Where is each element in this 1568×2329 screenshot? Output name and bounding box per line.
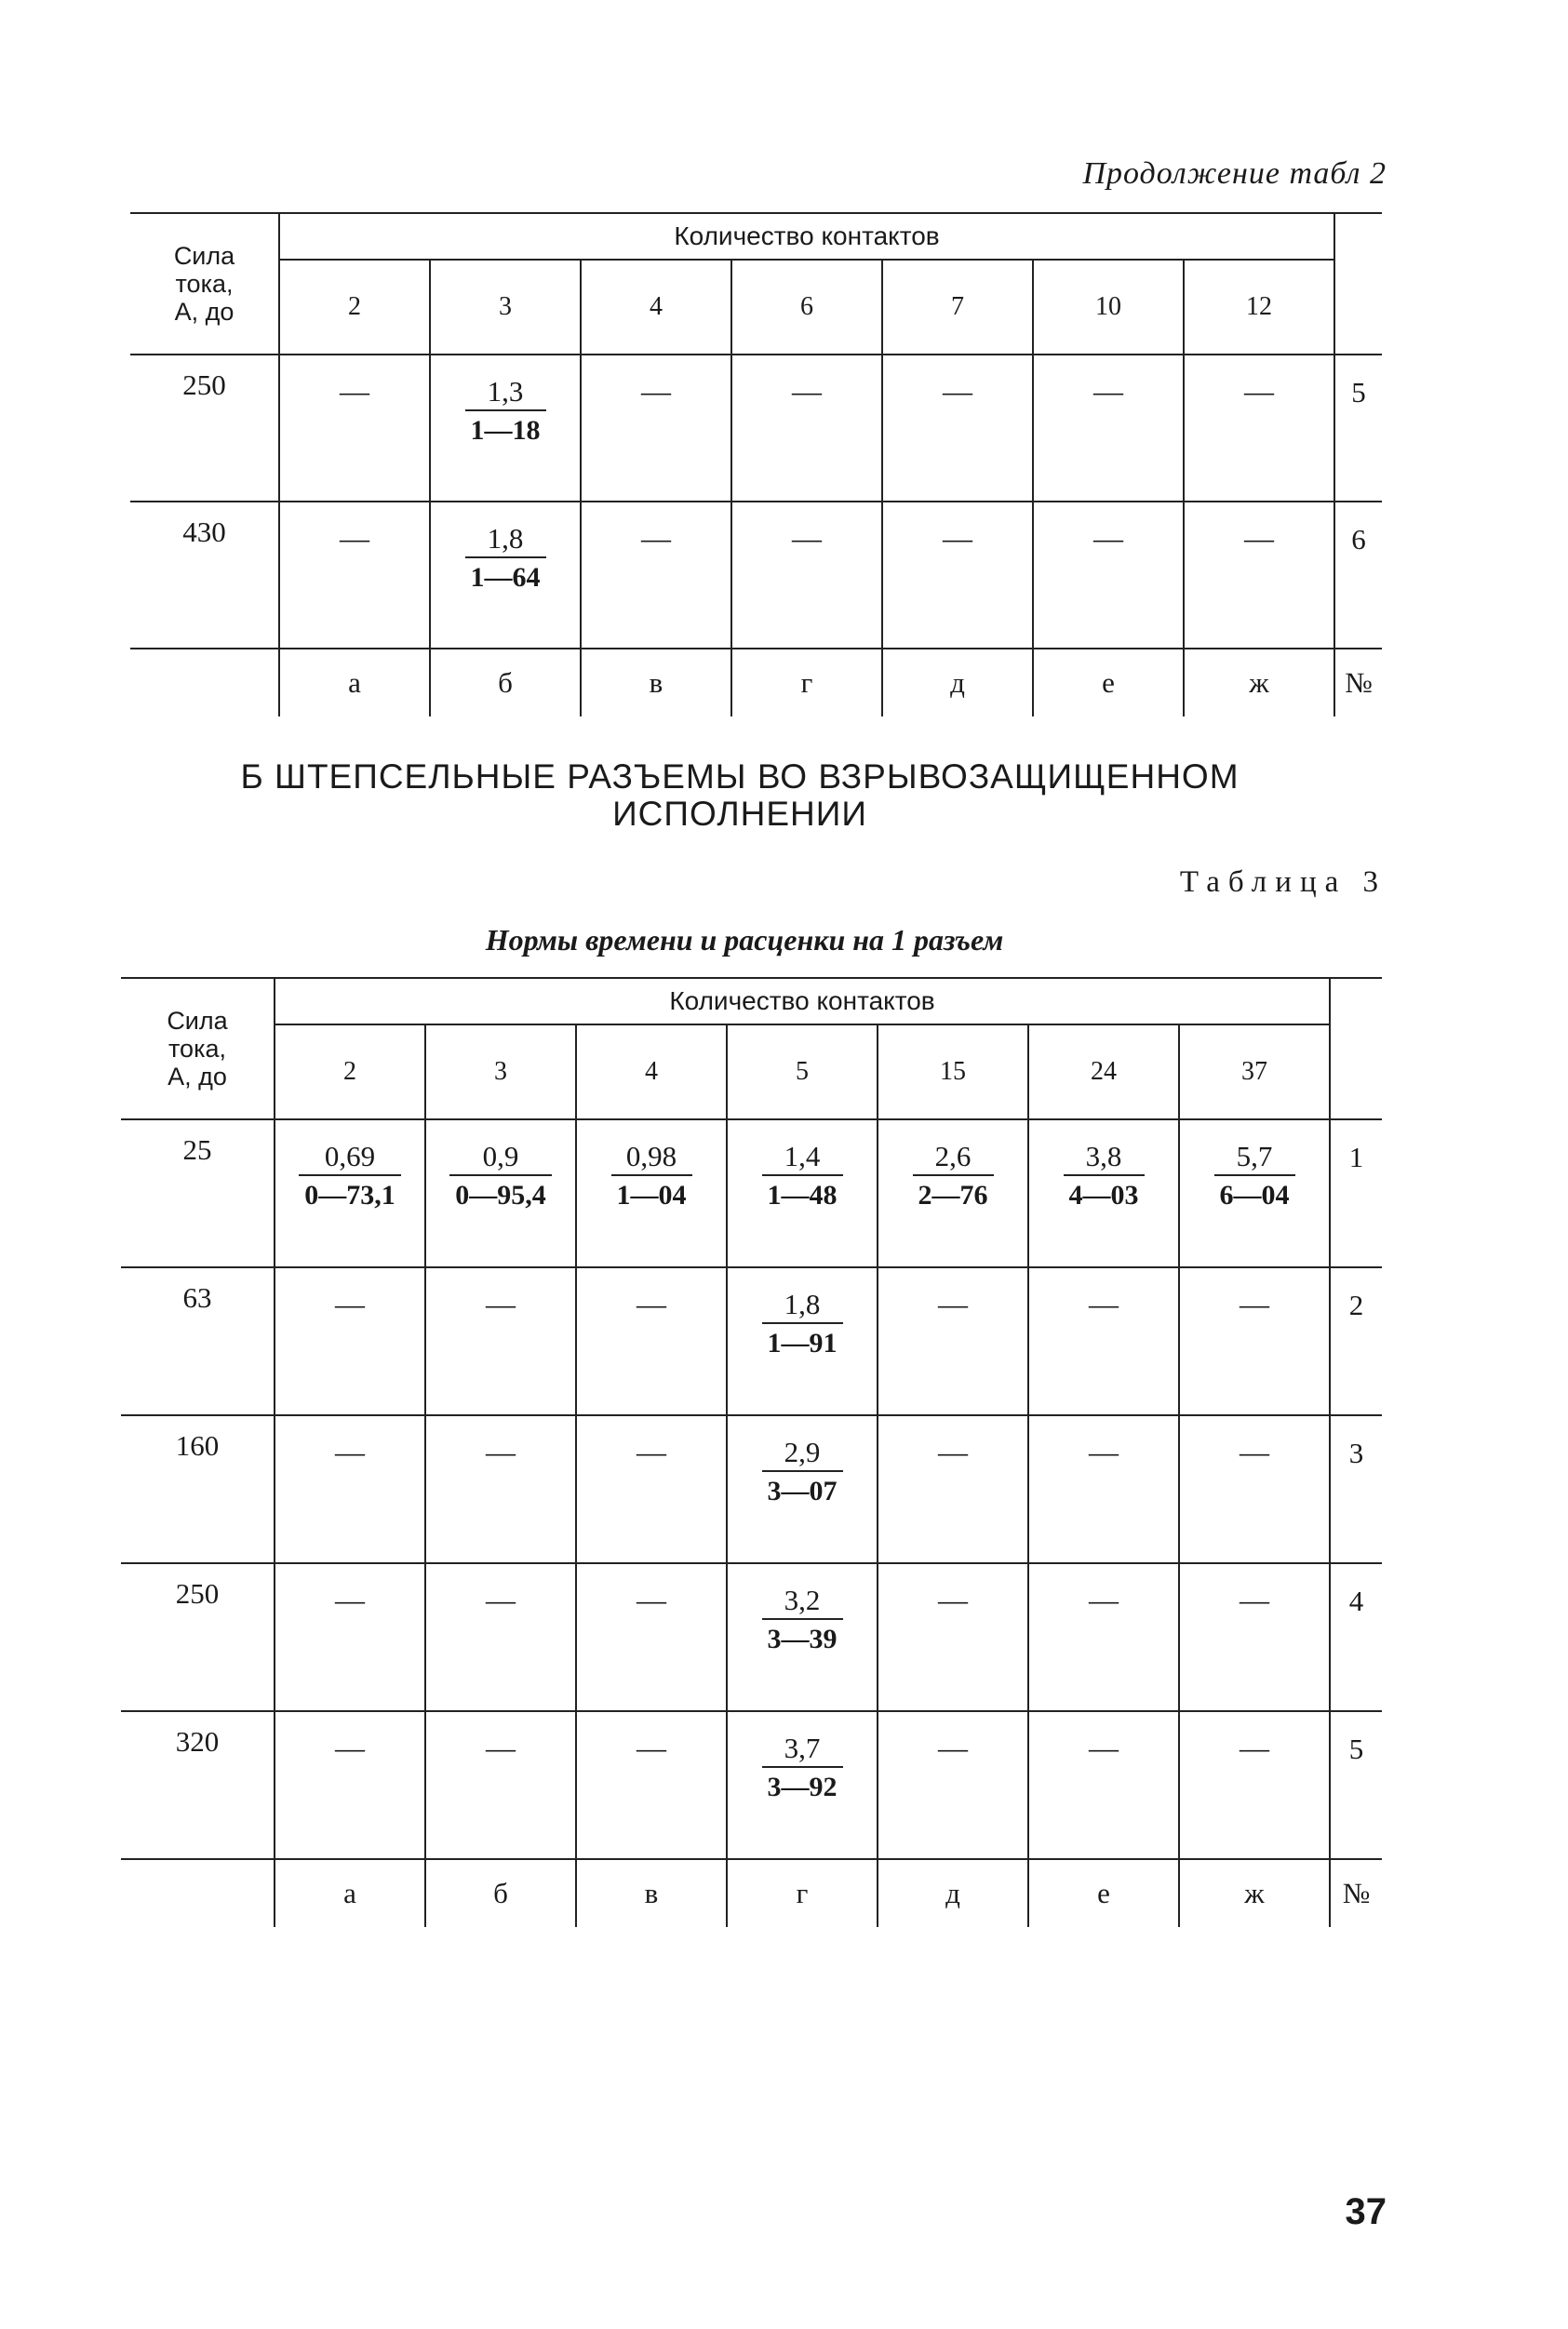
table-2-current-header-line: тока, <box>175 270 234 298</box>
table-3-count-header: Количество контактов <box>275 978 1330 1024</box>
table-2-contacts-row <box>130 260 1382 355</box>
table-3-current-header-line: тока, <box>168 1035 226 1063</box>
empty-dash: — <box>1089 1731 1119 1764</box>
table-3-column-letter: в <box>576 1859 727 1927</box>
empty-dash: — <box>1240 1731 1270 1764</box>
time-norm-value: 2,6 <box>913 1139 994 1176</box>
table-2-contacts-header: 4 <box>581 260 731 355</box>
empty-dash: — <box>641 374 671 408</box>
empty-dash: — <box>943 374 972 408</box>
table-2-no-label: № <box>1334 649 1382 716</box>
rate-value: 6—04 <box>1219 1180 1290 1211</box>
table-3-value-cell <box>576 1119 727 1267</box>
table-2-row-number: 5 <box>1334 355 1382 502</box>
table-3-value-cell <box>878 1119 1028 1267</box>
table-3-value-cell <box>1179 1563 1330 1711</box>
table-3-value-cell <box>727 1563 878 1711</box>
table-3-value-cell <box>425 1119 576 1267</box>
fraction <box>1214 1139 1295 1213</box>
table-3-row-number: 1 <box>1330 1119 1382 1267</box>
fraction <box>465 374 546 448</box>
empty-dash: — <box>938 1583 968 1616</box>
table-3-row-number: 3 <box>1330 1415 1382 1563</box>
table-2-column-letter: ж <box>1184 649 1334 716</box>
table-3-row <box>121 1563 1382 1711</box>
table-3-current-cell: 320 <box>121 1711 275 1859</box>
empty-dash: — <box>792 521 822 555</box>
table-3-letters-row <box>121 1859 1382 1927</box>
time-norm-value: 3,7 <box>762 1731 843 1768</box>
table-3-row-number: 2 <box>1330 1267 1382 1415</box>
table-3-contacts-header: 2 <box>275 1024 425 1119</box>
table-3-current-header <box>121 978 275 1119</box>
fraction <box>611 1139 692 1213</box>
table-3-current-header-line: А, до <box>168 1063 227 1091</box>
table-2-value-cell <box>1184 355 1334 502</box>
table-3-value-cell <box>727 1267 878 1415</box>
table-2-value-cell <box>1184 502 1334 649</box>
table-3-contacts-header: 3 <box>425 1024 576 1119</box>
fraction <box>449 1139 552 1213</box>
time-norm-value: 3,8 <box>1064 1139 1145 1176</box>
empty-dash: — <box>641 521 671 555</box>
empty-dash: — <box>340 374 369 408</box>
table-3-current-cell: 250 <box>121 1563 275 1711</box>
table-2-current-header-line: А, до <box>174 298 235 326</box>
table-2-row <box>130 355 1382 502</box>
table-3-value-cell <box>425 1563 576 1711</box>
table-3-value-cell <box>425 1415 576 1563</box>
table-2-value-cell <box>882 502 1033 649</box>
empty-dash: — <box>637 1731 666 1764</box>
empty-dash: — <box>335 1287 365 1320</box>
table-3-value-cell <box>576 1267 727 1415</box>
table-2-header-row <box>130 213 1382 260</box>
table-3-contacts-header: 15 <box>878 1024 1028 1119</box>
table-2-column-letter: е <box>1033 649 1184 716</box>
table-3-value-cell <box>878 1415 1028 1563</box>
table-3-contacts-row <box>121 1024 1382 1119</box>
table-2-contacts-header: 3 <box>430 260 581 355</box>
rate-value: 1—18 <box>470 415 541 446</box>
fraction <box>913 1139 994 1213</box>
table-2-current-cell: 250 <box>130 355 279 502</box>
table-3-value-cell <box>727 1415 878 1563</box>
table-3-contacts-header: 4 <box>576 1024 727 1119</box>
table-3-value-cell <box>1179 1267 1330 1415</box>
table-3-contacts-header: 5 <box>727 1024 878 1119</box>
table-2-row-number: 6 <box>1334 502 1382 649</box>
table-2-contacts-header: 6 <box>731 260 882 355</box>
table-3-header-row <box>121 978 1382 1024</box>
table-3-body <box>121 978 1382 1927</box>
table-3-value-cell <box>1028 1415 1179 1563</box>
table-3-column-letter: ж <box>1179 1859 1330 1927</box>
table-2-letters-blank <box>130 649 279 716</box>
section-title-line-1: Б ШТЕПСЕЛЬНЫЕ РАЗЪЕМЫ ВО ВЗРЫВОЗАЩИЩЕННОМ <box>240 757 1240 796</box>
rate-value: 1—48 <box>767 1180 838 1211</box>
empty-dash: — <box>943 521 972 555</box>
table-3-value-cell <box>576 1415 727 1563</box>
rate-value: 3—07 <box>767 1476 838 1506</box>
table-2-continuation <box>130 212 1382 716</box>
fraction <box>465 521 546 596</box>
table-3-value-cell <box>727 1119 878 1267</box>
table-3-value-cell <box>878 1563 1028 1711</box>
table-3-current-header-line: Сила <box>167 1007 228 1035</box>
table-3-letters-blank <box>121 1859 275 1927</box>
fraction <box>762 1435 843 1509</box>
empty-dash: — <box>637 1287 666 1320</box>
table-3-current-cell: 63 <box>121 1267 275 1415</box>
time-norm-value: 2,9 <box>762 1435 843 1472</box>
table-3-caption: Нормы времени и расценки на 1 разъем <box>485 923 1004 957</box>
empty-dash: — <box>1093 374 1123 408</box>
fraction <box>299 1139 401 1213</box>
empty-dash: — <box>1093 521 1123 555</box>
table-3-label: Таблица 3 <box>1179 865 1387 899</box>
section-title-line-2: ИСПОЛНЕНИИ <box>612 795 867 833</box>
table-continuation-label: Продолжение табл 2 <box>1082 156 1387 191</box>
table-2-column-letter: г <box>731 649 882 716</box>
empty-dash: — <box>486 1583 516 1616</box>
table-3 <box>121 977 1382 1927</box>
table-3-value-cell <box>275 1119 425 1267</box>
table-3-current-cell: 160 <box>121 1415 275 1563</box>
table-3-row <box>121 1119 1382 1267</box>
table-2-value-cell <box>1033 355 1184 502</box>
table-3-value-cell <box>425 1267 576 1415</box>
rate-value: 1—91 <box>767 1328 838 1359</box>
table-2-column-letter: а <box>279 649 430 716</box>
table-2-contacts-header: 2 <box>279 260 430 355</box>
table-2-value-cell <box>279 502 430 649</box>
table-3-contacts-header: 37 <box>1179 1024 1330 1119</box>
table-3-row-number: 5 <box>1330 1711 1382 1859</box>
empty-dash: — <box>938 1287 968 1320</box>
table-2-column-letter: в <box>581 649 731 716</box>
table-2-value-cell <box>731 355 882 502</box>
table-3-value-cell <box>1028 1563 1179 1711</box>
empty-dash: — <box>486 1435 516 1468</box>
table-2-contacts-header: 12 <box>1184 260 1334 355</box>
table-3-contacts-header: 24 <box>1028 1024 1179 1119</box>
table-3-value-cell <box>1179 1119 1330 1267</box>
table-2-value-cell <box>430 355 581 502</box>
fraction <box>1064 1139 1145 1213</box>
rate-value: 1—04 <box>616 1180 687 1211</box>
table-2-column-letter: д <box>882 649 1033 716</box>
table-3-value-cell <box>275 1711 425 1859</box>
table-2-value-cell <box>882 355 1033 502</box>
table-3-value-cell <box>1179 1711 1330 1859</box>
table-2-value-cell <box>1033 502 1184 649</box>
table-3-row <box>121 1711 1382 1859</box>
table-3-value-cell <box>425 1711 576 1859</box>
rate-value: 3—39 <box>767 1624 838 1654</box>
fraction <box>762 1139 843 1213</box>
fraction <box>762 1287 843 1361</box>
table-2-value-cell <box>279 355 430 502</box>
table-2-letters-row <box>130 649 1382 716</box>
empty-dash: — <box>335 1731 365 1764</box>
fraction <box>762 1731 843 1805</box>
table-2-column-letter: б <box>430 649 581 716</box>
empty-dash: — <box>1244 521 1275 555</box>
time-norm-value: 1,4 <box>762 1139 843 1176</box>
table-2-value-cell <box>581 502 731 649</box>
table-2-count-header: Количество контактов <box>279 213 1334 260</box>
table-2-current-header <box>130 213 279 355</box>
page-number: 37 <box>1345 2191 1387 2232</box>
table-2-current-header-line: Сила <box>173 242 235 270</box>
table-3-header-blank <box>1330 978 1382 1119</box>
time-norm-value: 0,98 <box>611 1139 692 1176</box>
time-norm-value: 5,7 <box>1214 1139 1295 1176</box>
table-3-value-cell <box>1179 1415 1330 1563</box>
empty-dash: — <box>486 1731 516 1764</box>
empty-dash: — <box>486 1287 516 1320</box>
time-norm-value: 0,9 <box>449 1139 552 1176</box>
rate-value: 0—73,1 <box>304 1180 395 1211</box>
rate-value: 2—76 <box>918 1180 988 1211</box>
table-2-row <box>130 502 1382 649</box>
table-3-row-number: 4 <box>1330 1563 1382 1711</box>
fraction <box>762 1583 843 1657</box>
time-norm-value: 1,3 <box>465 374 546 411</box>
table-3-column-letter: а <box>275 1859 425 1927</box>
empty-dash: — <box>1089 1435 1119 1468</box>
table-3-row <box>121 1415 1382 1563</box>
table-2-body <box>130 213 1382 716</box>
table-3-column-letter: б <box>425 1859 576 1927</box>
time-norm-value: 3,2 <box>762 1583 843 1620</box>
empty-dash: — <box>637 1435 666 1468</box>
table-2-contacts-header: 10 <box>1033 260 1184 355</box>
table-3-current-cell: 25 <box>121 1119 275 1267</box>
table-3-value-cell <box>878 1711 1028 1859</box>
rate-value: 1—64 <box>470 562 541 593</box>
table-2-value-cell <box>731 502 882 649</box>
table-3-value-cell <box>275 1267 425 1415</box>
table-3-column-letter: г <box>727 1859 878 1927</box>
empty-dash: — <box>1240 1435 1270 1468</box>
time-norm-value: 1,8 <box>762 1287 843 1324</box>
empty-dash: — <box>792 374 822 408</box>
table-2-current-cell: 430 <box>130 502 279 649</box>
table-2-contacts-header: 7 <box>882 260 1033 355</box>
empty-dash: — <box>1240 1583 1270 1616</box>
rate-value: 3—92 <box>767 1772 838 1802</box>
empty-dash: — <box>1244 374 1275 408</box>
empty-dash: — <box>340 521 369 555</box>
rate-value: 0—95,4 <box>455 1180 546 1211</box>
table-3-value-cell <box>275 1563 425 1711</box>
table-2-header-blank <box>1334 213 1382 355</box>
empty-dash: — <box>938 1731 968 1764</box>
table-3-no-label: № <box>1330 1859 1382 1927</box>
empty-dash: — <box>1089 1583 1119 1616</box>
table-3-row <box>121 1267 1382 1415</box>
table-3-value-cell <box>878 1267 1028 1415</box>
time-norm-value: 0,69 <box>299 1139 401 1176</box>
section-title <box>140 758 1340 833</box>
table-3-column-letter: д <box>878 1859 1028 1927</box>
table-3-value-cell <box>1028 1119 1179 1267</box>
table-2-value-cell <box>430 502 581 649</box>
empty-dash: — <box>637 1583 666 1616</box>
table-3-value-cell <box>727 1711 878 1859</box>
table-3-value-cell <box>1028 1711 1179 1859</box>
table-2-value-cell <box>581 355 731 502</box>
table-3-value-cell <box>576 1711 727 1859</box>
empty-dash: — <box>335 1435 365 1468</box>
empty-dash: — <box>938 1435 968 1468</box>
empty-dash: — <box>1089 1287 1119 1320</box>
table-3-column-letter: е <box>1028 1859 1179 1927</box>
table-3-value-cell <box>275 1415 425 1563</box>
empty-dash: — <box>1240 1287 1270 1320</box>
table-3-value-cell <box>576 1563 727 1711</box>
rate-value: 4—03 <box>1068 1180 1139 1211</box>
table-3-value-cell <box>1028 1267 1179 1415</box>
time-norm-value: 1,8 <box>465 521 546 558</box>
empty-dash: — <box>335 1583 365 1616</box>
